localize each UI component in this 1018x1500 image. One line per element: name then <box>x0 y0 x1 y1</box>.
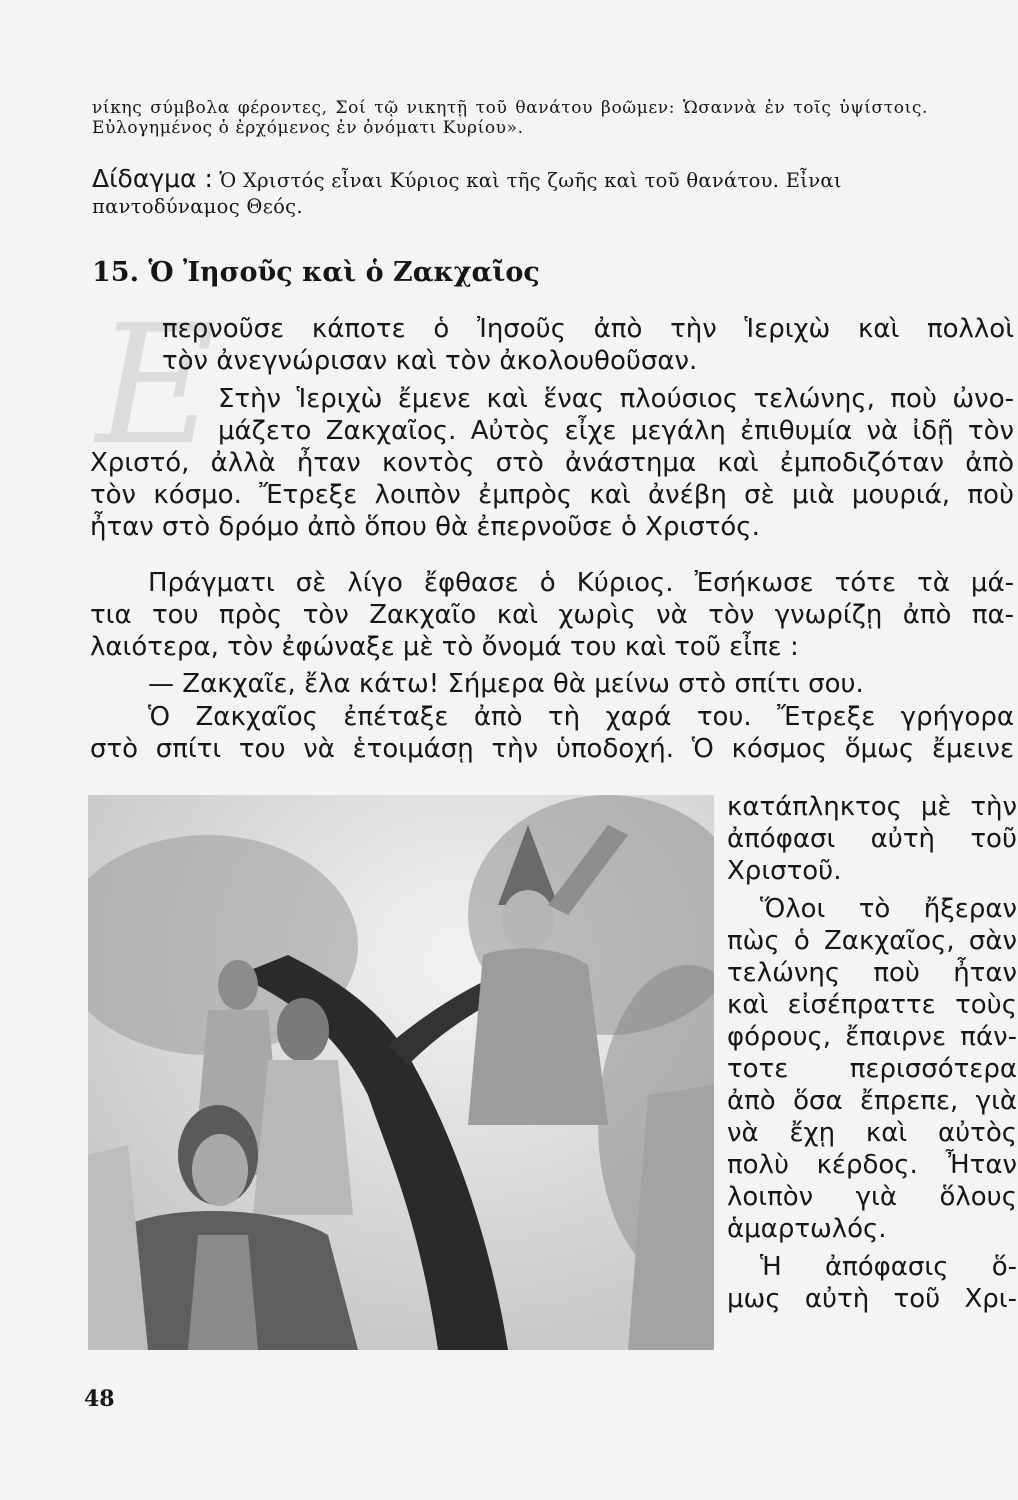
body-line: τὸν κόσμο. Ἔτρεξε λοιπὸν ἐμπρὸς καὶ ἀνέβη σὲ μιὰ μουριά, ποὺ <box>90 480 1014 510</box>
body-line: Χριστό, ἀλλὰ ἦταν κοντὸς στὸ ἀνάστημα καὶ ἐμποδιζόταν ἀπὸ <box>90 448 1014 478</box>
side-line: φόρους, ἔπαιρνε πάν- <box>727 1022 1017 1052</box>
side-line: λοιπὸν γιὰ ὅλους <box>727 1182 1017 1212</box>
body-line: περνοῦσε κάποτε ὁ Ἰησοῦς ἀπὸ τὴν Ἱεριχὼ καὶ πολλοὶ <box>162 314 1014 344</box>
body-line: λαιότερα, τὸν ἐφώναξε μὲ τὸ ὄνομά του καὶ τοῦ εἶπε : <box>90 632 799 662</box>
side-line: ἁμαρτωλός. <box>727 1214 887 1244</box>
side-line: ἀπόφασι αὐτὴ τοῦ <box>727 824 1017 854</box>
side-line: κατάπληκτος μὲ τὴν <box>727 792 1017 822</box>
lesson-label: Δίδαγμα : <box>92 164 213 193</box>
body-line: μάζετο Ζακχαῖος. Αὐτὸς εἶχε μεγάλη ἐπιθυμία νὰ ἰδῇ τὸν <box>218 416 1014 446</box>
body-line: στὸ σπίτι του νὰ ἑτοιμάσῃ τὴν ὑποδοχή. Ὁ κόσμος ὅμως ἔμεινε <box>90 734 1014 764</box>
body-line: ἦταν στὸ δρόμο ἀπὸ ὅπου θὰ ἐπερνοῦσε ὁ Χριστός. <box>90 512 760 542</box>
body-line: — Ζακχαῖε, ἔλα κάτω! Σήμερα θὰ μείνω στὸ σπίτι σου. <box>148 669 864 699</box>
lesson-text: Ὁ Χριστός εἶναι Κύριος καὶ τῆς ζωῆς καὶ τοῦ θανάτου. Εἶναι παντοδύναμος Θεός. <box>92 169 842 218</box>
side-line: νὰ ἔχῃ καὶ αὐτὸς <box>727 1118 1017 1148</box>
side-line: πὼς ὁ Ζακχαῖος, σὰν <box>727 926 1017 956</box>
lesson-block <box>92 166 930 220</box>
opening-paragraph: νίκης σύμβολα φέροντες, Σοί τῷ νικητῇ τοῦ θανάτου βοῶμεν: Ὡσαννὰ ἐν τοῖς ὑψίστοις. Εὐλογημένος ὁ ἐρχόμενος ἐν ὀνόματι Κυρίου». <box>92 98 928 138</box>
side-line: μως αὐτὴ τοῦ Χρι- <box>727 1284 1017 1314</box>
side-line: Ἡ ἀπόφασις ὅ- <box>760 1252 1017 1282</box>
body-line: Ὁ Ζακχαῖος ἐπέταξε ἀπὸ τὴ χαρά του. Ἔτρεξε γρήγορα <box>148 702 1014 732</box>
illustration-zacchaeus <box>88 795 714 1350</box>
side-line: Χριστοῦ. <box>727 856 842 886</box>
body-line: Πράγματι σὲ λίγο ἔφθασε ὁ Κύριος. Ἐσήκωσε τότε τὰ μά- <box>148 568 1014 598</box>
side-line: ἀπὸ ὅσα ἔπρεπε, γιὰ <box>727 1086 1017 1116</box>
drop-cap: Ε <box>96 289 217 481</box>
body-line: τὸν ἀνεγνώρισαν καὶ τὸν ἀκολουθοῦσαν. <box>162 346 698 376</box>
side-line: Ὅλοι τὸ ἤξεραν <box>760 894 1017 924</box>
side-line: πολὺ κέρδος. Ἦταν <box>727 1150 1017 1180</box>
illustration-image <box>88 795 714 1350</box>
side-line: τελώνης ποὺ ἦταν <box>727 958 1017 988</box>
side-line: καὶ εἰσέπραττε τοὺς <box>727 990 1017 1020</box>
body-line: Στὴν Ἱεριχὼ ἔμενε καὶ ἕνας πλούσιος τελώνης, ποὺ ὠνο- <box>218 384 1014 414</box>
body-line: τια του πρὸς τὸν Ζακχαῖο καὶ χωρὶς νὰ τὸν γνωρίζῃ ἀπὸ πα- <box>90 600 1014 630</box>
chapter-heading: 15. Ὁ Ἰησοῦς καὶ ὁ Ζακχαῖος <box>92 257 540 288</box>
side-line: τοτε περισσότερα <box>727 1054 1017 1084</box>
page-number: 48 <box>84 1386 115 1412</box>
